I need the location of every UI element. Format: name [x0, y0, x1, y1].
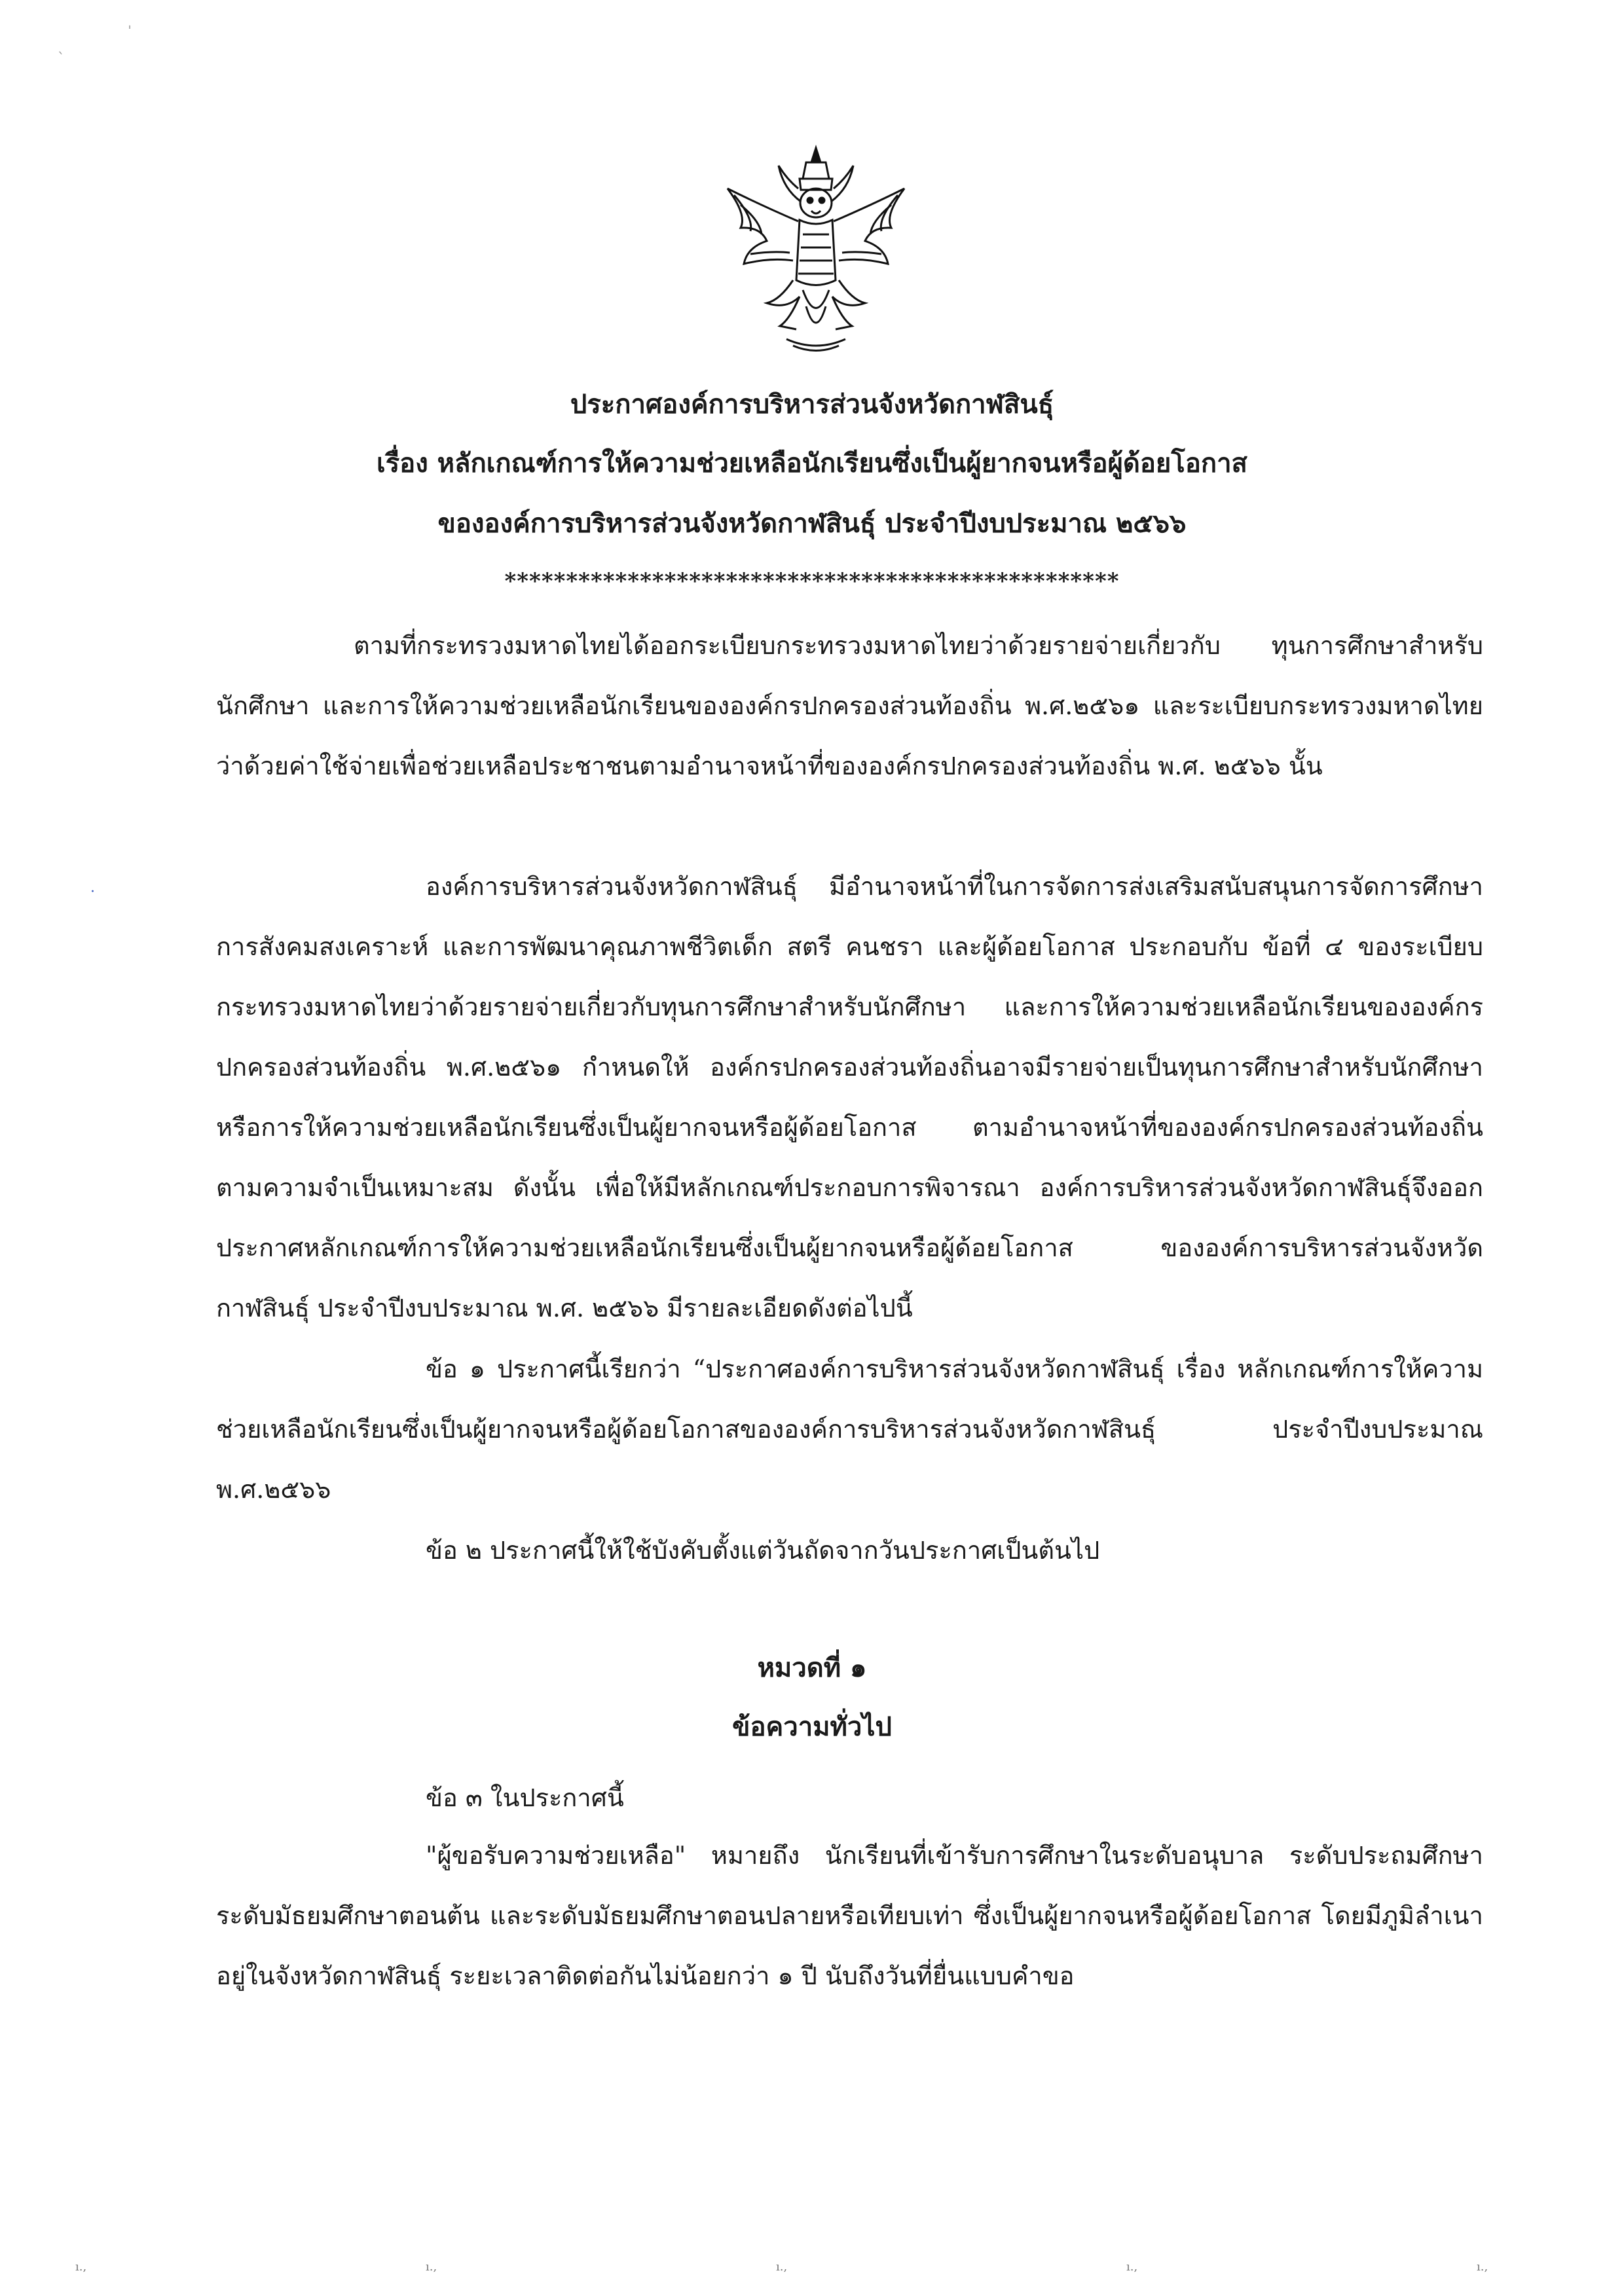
scan-mark: ˋ	[58, 51, 65, 67]
scan-mark: ˌ	[128, 14, 132, 31]
scan-mark: ·	[90, 884, 95, 900]
announcement-title: ประกาศองค์การบริหารส่วนจังหวัดกาฬสินธุ์	[570, 389, 1054, 420]
chapter-number: หมวดที่ ๑	[757, 1652, 867, 1683]
paragraph-authority: องค์การบริหารส่วนจังหวัดกาฬสินธุ์ มีอำนาจหน้าที่ในการจัดการส่งเสริมสนับสนุนการจัดการศึกษาการสังคมสงเคราะห์ และการพัฒนาคุณภาพชีวิตเด็ก สตรี คนชรา และผู้ด้อยโอกาส ประกอบกับ ข้อที่ ๔ ของระเบียบกระทรวงมหาดไทยว่าด้วยรายจ่ายเกี่ยวกับทุนการศึกษาสำหรับนักศึกษา และการให้ความช่วยเหลือนักเรียนขององค์กรปกครองส่วนท้องถิ่น พ.ศ.๒๕๖๑ กำหนดให้ องค์กรปกครองส่วนท้องถิ่นอาจมีรายจ่ายเป็นทุนการศึกษาสำหรับนักศึกษา หรือการให้ความช่วยเหลือนักเรียนซึ่งเป็นผู้ยากจนหรือผู้ด้อยโอกาส ตามอำนาจหน้าที่ขององค์กรปกครองส่วนท้องถิ่น ตามความจำเป็นเหมาะสม ดังนั้น เพื่อให้มีหลักเกณฑ์ประกอบการพิจารณา องค์การบริหารส่วนจังหวัดกาฬสินธุ์จึงออกประกาศหลักเกณฑ์การให้ความช่วยเหลือนักเรียนซึ่งเป็นผู้ยากจนหรือผู้ด้อยโอกาส ขององค์การบริหารส่วนจังหวัดกาฬสินธุ์ ประจำปีงบประมาณ พ.ศ. ๒๕๖๖ มีรายละเอียดดังต่อไปนี้	[216, 872, 1483, 1322]
chapter-name: ข้อความทั่วไป	[732, 1711, 892, 1742]
page-footer-marks: ı., ı., ı., ı., ı.,	[75, 2260, 1488, 2274]
definition-applicant: "ผู้ขอรับความช่วยเหลือ" หมายถึง นักเรียนที่เข้ารับการศึกษาในระดับอนุบาล ระดับประถมศึกษา ระดับมัธยมศึกษาตอนต้น และระดับมัธยมศึกษาตอนปลายหรือเทียบเท่า ซึ่งเป็นผู้ยากจนหรือผู้ด้อยโอกาส โดยมีภูมิลำเนาอยู่ในจังหวัดกาฬสินธุ์ ระยะเวลาติดต่อกันไม่น้อยกว่า ๑ ปี นับถึงวันที่ยื่นแบบคำขอ	[216, 1841, 1483, 1990]
announcement-subject: เรื่อง หลักเกณฑ์การให้ความช่วยเหลือนักเรียนซึ่งเป็นผู้ยากจนหรือผู้ด้อยโอกาส	[377, 448, 1247, 479]
clause-3: ข้อ ๓ ในประกาศนี้	[426, 1783, 624, 1812]
paragraph-preamble: ตามที่กระทรวงมหาดไทยได้ออกระเบียบกระทรวงมหาดไทยว่าด้วยรายจ่ายเกี่ยวกับ ทุนการศึกษาสำหรับนักศึกษา และการให้ความช่วยเหลือนักเรียนขององค์กรปกครองส่วนท้องถิ่น พ.ศ.๒๕๖๑ และระเบียบกระทรวงมหาดไทยว่าด้วยค่าใช้จ่ายเพื่อช่วยเหลือประชาชนตามอำนาจหน้าที่ขององค์กรปกครองส่วนท้องถิ่น พ.ศ. ๒๕๖๖ นั้น	[216, 631, 1483, 780]
clause-2: ข้อ ๒ ประกาศนี้ให้ใช้บังคับตั้งแต่วันถัดจากวันประกาศเป็นต้นไป	[426, 1536, 1100, 1565]
announcement-subject-line2: ขององค์การบริหารส่วนจังหวัดกาฬสินธุ์ ประจำปีงบประมาณ ๒๕๖๖	[437, 508, 1187, 539]
garuda-emblem-icon	[721, 143, 911, 359]
clause-1: ข้อ ๑ ประกาศนี้เรียกว่า “ประกาศองค์การบริหารส่วนจังหวัดกาฬสินธุ์ เรื่อง หลักเกณฑ์การให้ความ ช่วยเหลือนักเรียนซึ่งเป็นผู้ยากจนหรือผู้ด้อยโอกาสขององค์การบริหารส่วนจังหวัดกาฬสินธุ์ ประจำปีงบประมาณ พ.ศ.๒๕๖๖	[216, 1355, 1483, 1504]
title-divider: **************************************************	[504, 568, 1120, 594]
